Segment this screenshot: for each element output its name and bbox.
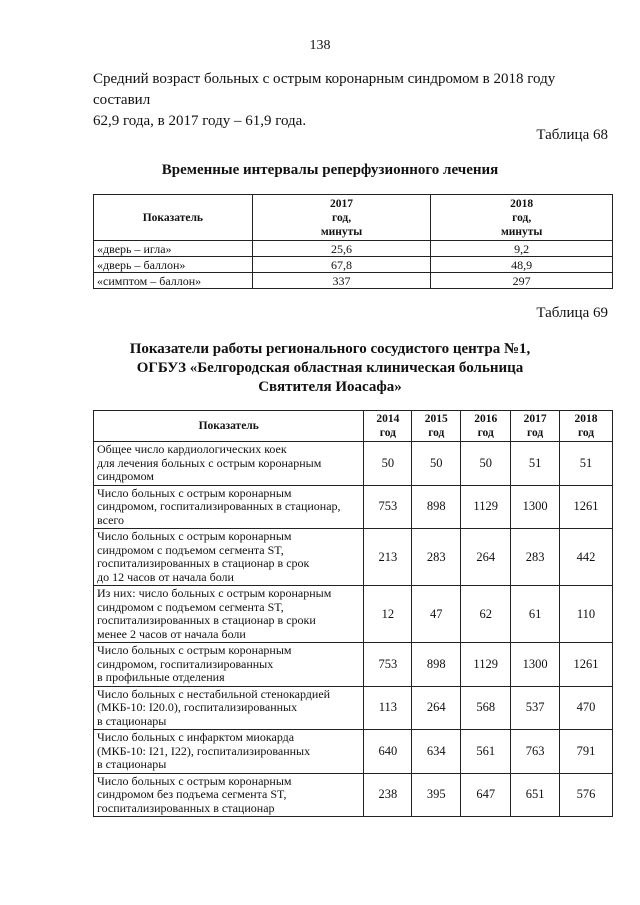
table-69-title-line: ОГБУЗ «Белгородская областная клиническая больница (136, 360, 524, 376)
cell-value: 213 (364, 529, 412, 586)
header-year: 2014 (376, 413, 400, 425)
row-label (94, 686, 364, 730)
row-label-line: в стационары (97, 713, 167, 728)
cell-value: 1129 (461, 643, 511, 687)
header-unit: год (577, 427, 595, 439)
row-label (94, 773, 364, 817)
cell-value: 110 (560, 586, 613, 643)
cell-value: 51 (560, 442, 613, 486)
cell-value: 647 (461, 773, 511, 817)
row-label (94, 485, 364, 529)
cell-value: 651 (511, 773, 560, 817)
header-unit: минуты (500, 225, 543, 238)
table-row (94, 529, 613, 586)
table-68-header-2017 (252, 195, 431, 241)
row-label-line: в профильные отделения (97, 670, 225, 684)
cell-value: 442 (560, 529, 613, 586)
table-69-header-year (412, 411, 461, 442)
table-row (94, 686, 613, 730)
row-label-line: Число больных с острым коронарным (97, 643, 292, 657)
header-year: 2017 (330, 197, 354, 210)
table-68-header-2018 (431, 195, 613, 241)
cell-value: 47 (412, 586, 461, 643)
cell-value: 753 (364, 485, 412, 529)
row-label-line: синдромом, госпитализированных в стационар, (97, 499, 341, 513)
row-label-line: синдромом, госпитализированных (97, 656, 274, 671)
cell-value: 753 (364, 643, 412, 687)
cell-value: 1300 (511, 643, 560, 687)
table-69-header-indicator: Показатель (94, 411, 364, 442)
table-69-title-line: Показатели работы регионального сосудистого центра №1, (129, 341, 531, 357)
row-label-line: госпитализированных в стационар в сроки (97, 613, 316, 627)
table-row (94, 257, 613, 273)
cell-value: 791 (560, 730, 613, 774)
cell-value: 297 (431, 273, 613, 289)
cell-value: 67,8 (252, 257, 431, 273)
row-label-line: синдромом с подъемом сегмента ST, (97, 542, 284, 557)
cell-value: 1129 (461, 485, 511, 529)
page-number: 138 (309, 38, 331, 53)
row-label-line: Общее число кардиологических коек (97, 442, 287, 456)
cell-value: 50 (364, 442, 412, 486)
header-year: 2016 (474, 413, 498, 425)
cell-value: 898 (412, 643, 461, 687)
header-unit: минуты (320, 225, 363, 238)
cell-value: 640 (364, 730, 412, 774)
row-label-line: госпитализированных в стационар (97, 800, 275, 815)
row-label (94, 529, 364, 586)
row-label-line: Число больных с инфарктом миокарда (97, 730, 295, 744)
header-year: 2018 (574, 413, 598, 425)
table-69-header-year (364, 411, 412, 442)
intro-line-1: Средний возраст больных с острым коронарным синдромом в 2018 году составил (93, 71, 556, 108)
cell-value: 576 (560, 773, 613, 817)
cell-value: 634 (412, 730, 461, 774)
header-unit: год (527, 427, 544, 439)
cell-value: 1261 (560, 643, 613, 687)
cell-value: 51 (511, 442, 560, 486)
table-69-label: Таблица 69 (536, 305, 608, 321)
table-row (94, 730, 613, 774)
header-year: 2015 (424, 413, 448, 425)
row-label: «дверь – баллон» (94, 257, 253, 273)
cell-value: 537 (511, 686, 560, 730)
table-row (94, 273, 613, 289)
cell-value: 61 (511, 586, 560, 643)
table-68-header-indicator: Показатель (94, 195, 253, 241)
table-69 (93, 410, 613, 817)
row-label-line: госпитализированных в стационар в срок (97, 556, 310, 570)
cell-value: 1261 (560, 485, 613, 529)
row-label: «дверь – игла» (94, 241, 253, 257)
header-year: 2017 (523, 413, 547, 425)
cell-value: 763 (511, 730, 560, 774)
row-label-line: синдромом без подъема сегмента ST, (97, 787, 287, 801)
table-row (94, 241, 613, 257)
cell-value: 50 (461, 442, 511, 486)
cell-value: 264 (412, 686, 461, 730)
table-68 (93, 194, 613, 289)
cell-value: 48,9 (431, 257, 613, 273)
cell-value: 395 (412, 773, 461, 817)
row-label-line: Из них: число больных с острым коронарным (97, 586, 332, 600)
header-unit: год (379, 427, 396, 439)
cell-value: 1300 (511, 485, 560, 529)
row-label-line: синдромом с подъемом сегмента ST, (97, 599, 284, 614)
table-row (94, 773, 613, 817)
cell-value: 25,6 (252, 241, 431, 257)
cell-value: 898 (412, 485, 461, 529)
row-label: «симптом – баллон» (94, 273, 253, 289)
row-label-line: Число больных с нестабильной стенокардией (97, 686, 331, 701)
header-unit: год (477, 427, 494, 439)
row-label-line: синдромом (97, 469, 155, 483)
row-label (94, 643, 364, 687)
cell-value: 50 (412, 442, 461, 486)
row-label-line: всего (97, 512, 125, 527)
table-68-title: Временные интервалы реперфузионного лечения (161, 162, 499, 178)
table-69-title (0, 340, 640, 397)
table-68-header-row (94, 195, 613, 241)
cell-value: 470 (560, 686, 613, 730)
row-label (94, 442, 364, 486)
table-69-header-year (560, 411, 613, 442)
row-label (94, 586, 364, 643)
table-69-header-year (511, 411, 560, 442)
cell-value: 62 (461, 586, 511, 643)
row-label-line: для лечения больных с острым коронарным (97, 455, 322, 470)
cell-value: 9,2 (431, 241, 613, 257)
row-label-line: до 12 часов от начала боли (97, 569, 234, 584)
cell-value: 337 (252, 273, 431, 289)
row-label-line: (МКБ-10: I21, I22), госпитализированных (97, 743, 311, 758)
cell-value: 264 (461, 529, 511, 586)
header-unit: год (428, 427, 445, 439)
cell-value: 238 (364, 773, 412, 817)
cell-value: 283 (511, 529, 560, 586)
cell-value: 561 (461, 730, 511, 774)
table-row (94, 643, 613, 687)
table-69-header-row (94, 411, 613, 442)
table-row (94, 485, 613, 529)
table-row (94, 442, 613, 486)
row-label-line: Число больных с острым коронарным (97, 529, 292, 543)
intro-paragraph (93, 69, 613, 132)
table-69-title-line: Святителя Иоасафа» (258, 379, 402, 395)
header-unit: год, (512, 211, 532, 224)
table-69-header-year (461, 411, 511, 442)
intro-line-2: 62,9 года, в 2017 году – 61,9 года. (93, 113, 307, 129)
row-label (94, 730, 364, 774)
table-68-label: Таблица 68 (536, 127, 608, 143)
row-label-line: (МКБ-10: I20.0), госпитализированных (97, 700, 298, 714)
header-year: 2018 (510, 197, 534, 210)
row-label-line: менее 2 часов от начала боли (97, 626, 246, 641)
row-label-line: Число больных с острым коронарным (97, 485, 292, 500)
cell-value: 568 (461, 686, 511, 730)
table-row (94, 586, 613, 643)
row-label-line: в стационары (97, 757, 167, 771)
cell-value: 283 (412, 529, 461, 586)
header-unit: год, (332, 211, 352, 224)
cell-value: 12 (364, 586, 412, 643)
cell-value: 113 (364, 686, 412, 730)
row-label-line: Число больных с острым коронарным (97, 773, 292, 788)
